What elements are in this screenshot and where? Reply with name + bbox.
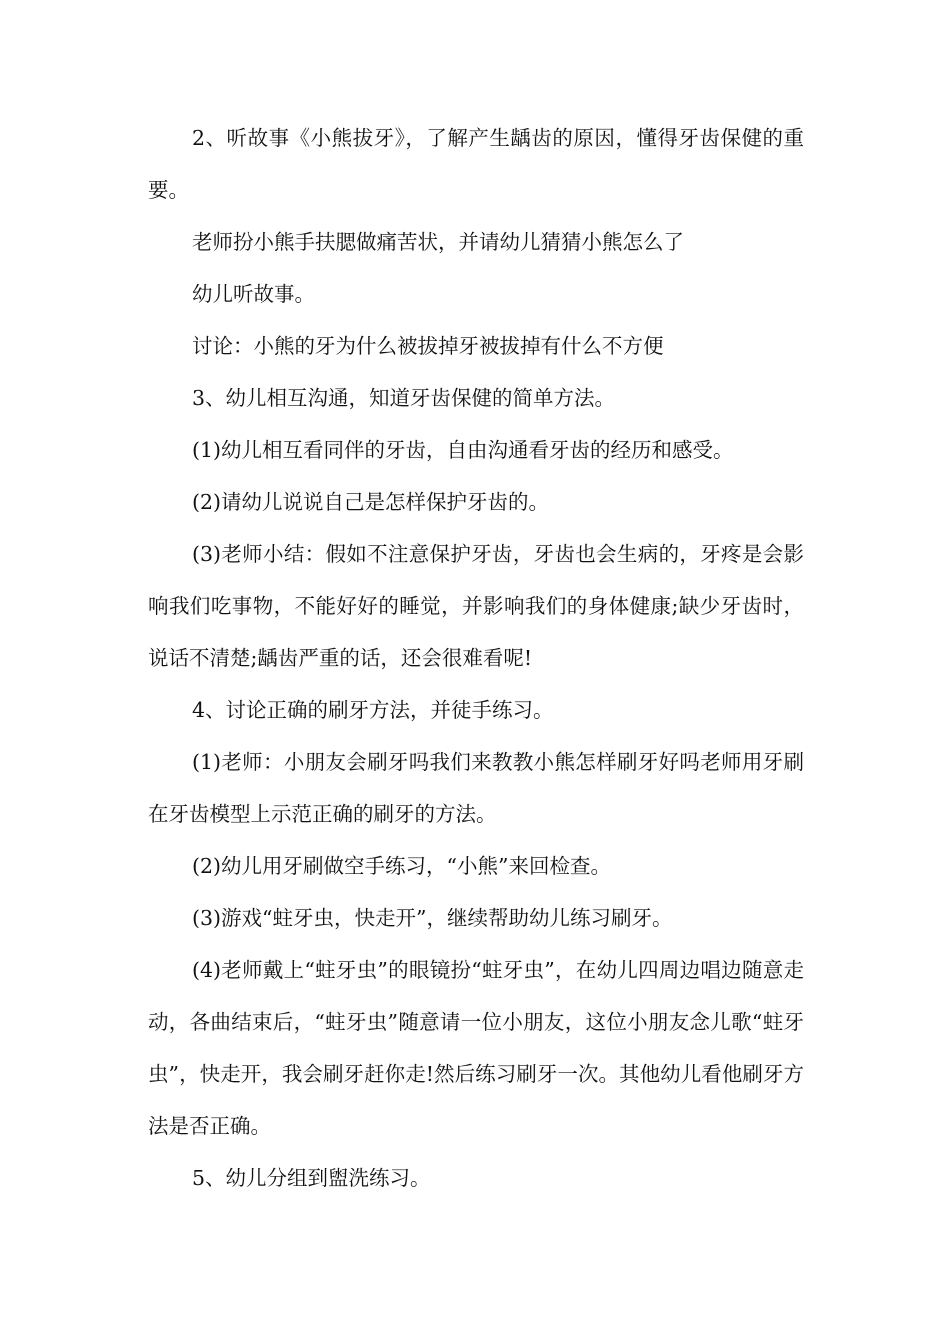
paragraph-discussion: 讨论：小熊的牙为什么被拔掉牙被拔掉有什么不方便 [192,334,664,358]
paragraph-step-4: 4、讨论正确的刷牙方法，并徒手练习。 [192,698,554,722]
paragraph-step-3: 3、幼儿相互沟通，知道牙齿保健的简单方法。 [192,386,616,410]
paragraph-step-4-2: (2)幼儿用牙刷做空手练习，“小熊”来回检查。 [192,854,611,878]
paragraph-step-4-1: (1)老师：小朋友会刷牙吗我们来教教小熊怎样刷牙好吗老师用牙刷在牙齿模型上示范正确的刷牙的方法。 [148,750,804,826]
paragraph-step-4-3: (3)游戏“蛀牙虫，快走开”，继续帮助幼儿练习刷牙。 [192,906,673,930]
paragraph-step-5: 5、幼儿分组到盥洗练习。 [192,1166,431,1190]
paragraph-listen: 幼儿听故事。 [192,282,315,306]
paragraph-teacher-acts: 老师扮小熊手扶腮做痛苦状，并请幼儿猜猜小熊怎么了 [192,230,684,254]
document-body [148,112,804,1204]
paragraph-step-3-1: (1)幼儿相互看同伴的牙齿，自由沟通看牙齿的经历和感受。 [192,438,734,462]
paragraph-story: 2、听故事《小熊拔牙》，了解产生龋齿的原因，懂得牙齿保健的重要。 [148,126,804,202]
paragraph-step-4-4: (4)老师戴上“蛀牙虫”的眼镜扮“蛀牙虫”，在幼儿四周边唱边随意走动，各曲结束后，“蛀牙虫”随意请一位小朋友，这位小朋友念儿歌“蛀牙虫”，快走开，我会刷牙赶你走!然后练习刷牙一次。其他幼儿看他刷牙方法是否正确。 [148,958,804,1138]
paragraph-step-3-2: (2)请幼儿说说自己是怎样保护牙齿的。 [192,490,550,514]
paragraph-step-3-3: (3)老师小结：假如不注意保护牙齿，牙齿也会生病的，牙疼是会影响我们吃事物，不能好好的睡觉，并影响我们的身体健康;缺少牙齿时，说话不清楚;龋齿严重的话，还会很难看呢! [148,542,804,670]
